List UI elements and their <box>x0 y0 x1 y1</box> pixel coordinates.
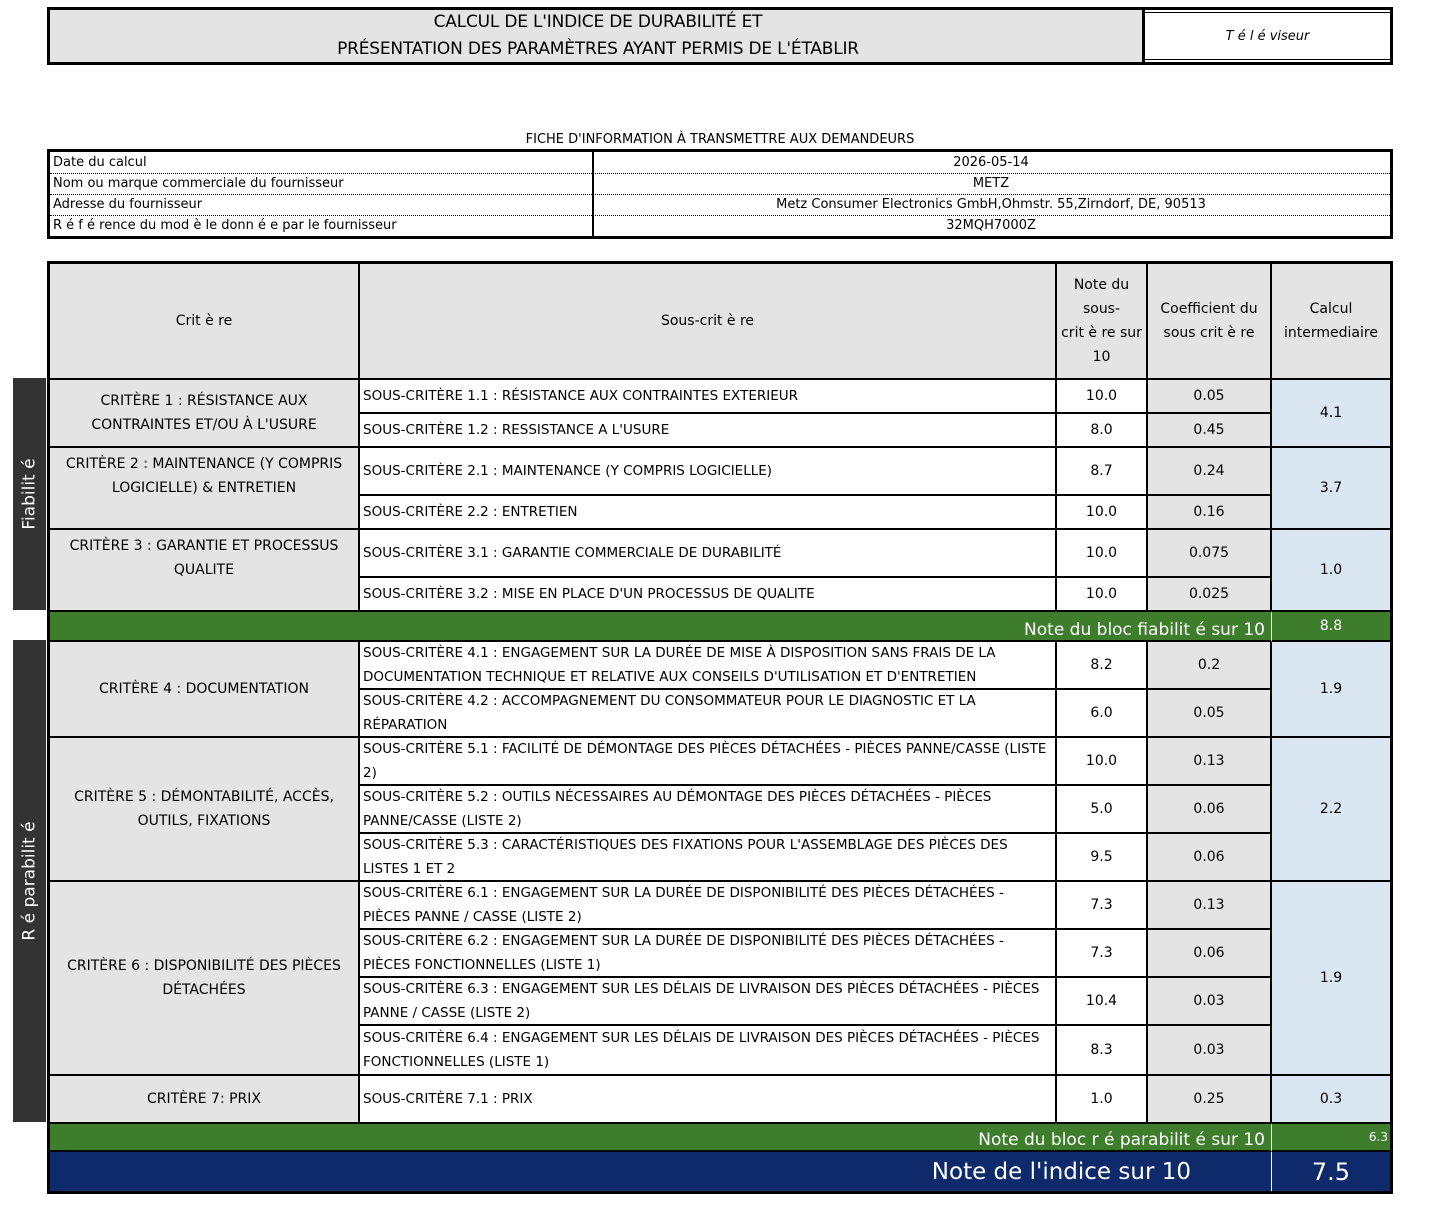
product-type <box>1142 10 1390 62</box>
info-value: 2026-05-14 <box>953 155 1029 170</box>
subcriterion-label: SOUS-CRITÈRE 2.1 : MAINTENANCE (Y COMPRIS LOGICIELLE) <box>363 463 773 479</box>
coef-3-2: 0.025 <box>1148 578 1272 612</box>
subcriterion-5-1 <box>360 738 1057 786</box>
coef-6-4: 0.03 <box>1148 1026 1272 1076</box>
durability-table <box>47 261 1393 1194</box>
final-index-value: 7.5 <box>1272 1152 1390 1191</box>
note-6-1: 7.3 <box>1057 882 1148 930</box>
col-header-sous-critere <box>360 264 1057 380</box>
info-label: R é f é rence du mod è le donn é e par le fournisseur <box>53 218 397 233</box>
col-header-calc <box>1272 264 1390 380</box>
info-row <box>50 194 1390 216</box>
subcriterion-label: SOUS-CRITÈRE 6.1 : ENGAGEMENT SUR LA DURÉE DE DISPONIBILITÉ DES PIÈCES DÉTACHÉES - PIÈCES PANNE / CASSE (LISTE 2) <box>363 885 1004 925</box>
block-total-reparabilite-label: Note du bloc r é parabilit é sur 10 <box>50 1124 1272 1152</box>
note-5-1: 10.0 <box>1057 738 1148 786</box>
col-header-sous-critere-label: Sous-crit è re <box>660 313 755 329</box>
block-total-fiabilite-value: 8.8 <box>1272 612 1390 642</box>
subcriterion-3-1 <box>360 530 1057 578</box>
info-value: METZ <box>972 176 1010 191</box>
coef-7-1: 0.25 <box>1148 1076 1272 1124</box>
calc-criterion-7: 0.3 <box>1272 1076 1390 1124</box>
subcriterion-label: SOUS-CRITÈRE 5.3 : CARACTÉRISTIQUES DES FIXATIONS POUR L'ASSEMBLAGE DES PIÈCES DES LISTES 1 ET 2 <box>363 837 1008 877</box>
subcriterion-3-2 <box>360 578 1057 612</box>
page-title-line1: CALCUL DE L'INDICE DE DURABILITÉ ET <box>433 12 763 32</box>
criterion-label: CRITÈRE 3 : GARANTIE ET PROCESSUS QUALITE <box>69 538 339 578</box>
note-7-1: 1.0 <box>1057 1076 1148 1124</box>
note-3-2: 10.0 <box>1057 578 1148 612</box>
info-label: Nom ou marque commerciale du fournisseur <box>53 176 344 191</box>
info-label: Adresse du fournisseur <box>53 197 203 212</box>
tab-fiabilite-label: Fiabilit é <box>20 458 41 530</box>
tab-reparabilite-label: R é parabilit é <box>20 821 40 941</box>
subcriterion-label: SOUS-CRITÈRE 1.1 : RÉSISTANCE AUX CONTRAINTES EXTERIEUR <box>363 388 798 404</box>
subcriterion-2-1 <box>360 448 1057 496</box>
col-header-note <box>1057 264 1148 380</box>
criterion-1 <box>50 380 360 448</box>
subcriterion-label: SOUS-CRITÈRE 1.2 : RESSISTANCE A L'USURE <box>363 422 670 438</box>
subcriterion-label: SOUS-CRITÈRE 6.3 : ENGAGEMENT SUR LES DÉLAIS DE LIVRAISON DES PIÈCES DÉTACHÉES - PIÈCES PANNE / CASSE (LISTE 2) <box>363 981 1040 1021</box>
criterion-label: CRITÈRE 5 : DÉMONTABILITÉ, ACCÈS, OUTILS, FIXATIONS <box>74 789 334 829</box>
calc-criterion-5: 2.2 <box>1272 738 1390 882</box>
info-row <box>50 152 1390 174</box>
col-header-note-line: Note du <box>1073 277 1130 293</box>
tab-reparabilite <box>13 640 47 1122</box>
coef-1-2: 0.45 <box>1148 414 1272 448</box>
subcriterion-label: SOUS-CRITÈRE 7.1 : PRIX <box>363 1091 533 1107</box>
subcriterion-2-2 <box>360 496 1057 530</box>
coef-5-3: 0.06 <box>1148 834 1272 882</box>
subcriterion-label: SOUS-CRITÈRE 4.1 : ENGAGEMENT SUR LA DURÉE DE MISE À DISPOSITION SANS FRAIS DE LA DOCUMENTATION TECHNIQUE ET RELATIVE AUX CONSEILS D'UTILISATION ET D'ENTRETIEN <box>363 645 996 685</box>
calc-criterion-2: 3.7 <box>1272 448 1390 530</box>
note-2-1: 8.7 <box>1057 448 1148 496</box>
calc-criterion-3: 1.0 <box>1272 530 1390 612</box>
coef-3-1: 0.075 <box>1148 530 1272 578</box>
criterion-6 <box>50 882 360 1076</box>
subcriterion-7-1 <box>360 1076 1057 1124</box>
info-sheet <box>47 149 1393 239</box>
info-row <box>50 173 1390 195</box>
final-index-label: Note de l'indice sur 10 <box>50 1152 1272 1191</box>
col-header-critere <box>50 264 360 380</box>
note-1-1: 10.0 <box>1057 380 1148 414</box>
block-total-reparabilite-value: 6.3 <box>1272 1124 1390 1152</box>
info-label: Date du calcul <box>53 155 147 170</box>
note-6-2: 7.3 <box>1057 930 1148 978</box>
page-title-line2: PRÉSENTATION DES PARAMÈTRES AYANT PERMIS DE L'ÉTABLIR <box>337 39 859 59</box>
block-total-fiabilite-label: Note du bloc fiabilit é sur 10 <box>50 612 1272 642</box>
calc-criterion-4: 1.9 <box>1272 642 1390 738</box>
subcriterion-5-3 <box>360 834 1057 882</box>
subcriterion-6-1 <box>360 882 1057 930</box>
note-1-2: 8.0 <box>1057 414 1148 448</box>
coef-5-2: 0.06 <box>1148 786 1272 834</box>
col-header-note-line: crit è re sur <box>1061 325 1142 341</box>
subcriterion-6-4 <box>360 1026 1057 1076</box>
criterion-label: CRITÈRE 1 : RÉSISTANCE AUX CONTRAINTES ET/OU À L'USURE <box>91 393 317 433</box>
col-header-calc-line: Calcul <box>1309 301 1353 317</box>
criterion-7 <box>50 1076 360 1124</box>
subcriterion-5-2 <box>360 786 1057 834</box>
criterion-label: CRITÈRE 2 : MAINTENANCE (Y COMPRIS LOGICIELLE) & ENTRETIEN <box>65 456 343 496</box>
page-header <box>47 7 1393 65</box>
coef-6-3: 0.03 <box>1148 978 1272 1026</box>
subcriterion-label: SOUS-CRITÈRE 6.4 : ENGAGEMENT SUR LES DÉLAIS DE LIVRAISON DES PIÈCES DÉTACHÉES - PIÈCES FONCTIONNELLES (LISTE 1) <box>363 1030 1040 1070</box>
info-value: 32MQH7000Z <box>946 218 1036 233</box>
coef-4-1: 0.2 <box>1148 642 1272 690</box>
subcriterion-label: SOUS-CRITÈRE 2.2 : ENTRETIEN <box>363 504 578 520</box>
coef-6-2: 0.06 <box>1148 930 1272 978</box>
criterion-2 <box>50 448 360 530</box>
criterion-5 <box>50 738 360 882</box>
subcriterion-1-2 <box>360 414 1057 448</box>
criterion-label: CRITÈRE 7: PRIX <box>146 1091 262 1107</box>
note-4-2: 6.0 <box>1057 690 1148 738</box>
info-sheet-title: FICHE D'INFORMATION À TRANSMETTRE AUX DEMANDEURS <box>525 132 915 147</box>
note-5-2: 5.0 <box>1057 786 1148 834</box>
subcriterion-6-3 <box>360 978 1057 1026</box>
subcriterion-label: SOUS-CRITÈRE 3.2 : MISE EN PLACE D'UN PROCESSUS DE QUALITE <box>363 586 815 602</box>
tab-fiabilite <box>13 378 47 610</box>
coef-2-2: 0.16 <box>1148 496 1272 530</box>
criterion-3 <box>50 530 360 612</box>
coef-6-1: 0.13 <box>1148 882 1272 930</box>
criterion-label: CRITÈRE 6 : DISPONIBILITÉ DES PIÈCES DÉTACHÉES <box>67 958 341 998</box>
note-6-4: 8.3 <box>1057 1026 1148 1076</box>
coef-5-1: 0.13 <box>1148 738 1272 786</box>
calc-criterion-1: 4.1 <box>1272 380 1390 448</box>
subcriterion-4-1 <box>360 642 1057 690</box>
note-3-1: 10.0 <box>1057 530 1148 578</box>
subcriterion-label: SOUS-CRITÈRE 3.1 : GARANTIE COMMERCIALE DE DURABILITÉ <box>363 545 782 561</box>
col-header-calc-line: intermediaire <box>1284 325 1378 341</box>
subcriterion-label: SOUS-CRITÈRE 5.1 : FACILITÉ DE DÉMONTAGE DES PIÈCES DÉTACHÉES - PIÈCES PANNE/CASSE (LISTE 2) <box>363 741 1047 781</box>
col-header-coef <box>1148 264 1272 380</box>
criterion-4 <box>50 642 360 738</box>
note-6-3: 10.4 <box>1057 978 1148 1026</box>
col-header-critere-label: Crit è re <box>175 313 233 329</box>
coef-1-1: 0.05 <box>1148 380 1272 414</box>
subcriterion-label: SOUS-CRITÈRE 4.2 : ACCOMPAGNEMENT DU CONSOMMATEUR POUR LE DIAGNOSTIC ET LA RÉPARATION <box>363 693 976 733</box>
subcriterion-6-2 <box>360 930 1057 978</box>
page-title <box>50 10 1146 62</box>
subcriterion-label: SOUS-CRITÈRE 5.2 : OUTILS NÉCESSAIRES AU DÉMONTAGE DES PIÈCES DÉTACHÉES - PIÈCES PANNE/CASSE (LISTE 2) <box>363 789 992 829</box>
col-header-coef-line: sous crit è re <box>1163 325 1255 341</box>
subcriterion-label: SOUS-CRITÈRE 6.2 : ENGAGEMENT SUR LA DURÉE DE DISPONIBILITÉ DES PIÈCES DÉTACHÉES - PIÈCES FONCTIONNELLES (LISTE 1) <box>363 933 1004 973</box>
note-2-2: 10.0 <box>1057 496 1148 530</box>
coef-2-1: 0.24 <box>1148 448 1272 496</box>
subcriterion-1-1 <box>360 380 1057 414</box>
note-4-1: 8.2 <box>1057 642 1148 690</box>
calc-criterion-6: 1.9 <box>1272 882 1390 1076</box>
info-value: Metz Consumer Electronics GmbH,Ohmstr. 55,Zirndorf, DE, 90513 <box>776 197 1206 212</box>
subcriterion-4-2 <box>360 690 1057 738</box>
coef-4-2: 0.05 <box>1148 690 1272 738</box>
product-type-label: T é l é viseur <box>1225 28 1310 44</box>
note-5-3: 9.5 <box>1057 834 1148 882</box>
criterion-label: CRITÈRE 4 : DOCUMENTATION <box>99 681 309 697</box>
col-header-note-line: sous- <box>1082 301 1121 317</box>
col-header-coef-line: Coefficient du <box>1160 301 1258 317</box>
col-header-note-line: 10 <box>1092 349 1111 365</box>
info-row <box>50 215 1390 236</box>
